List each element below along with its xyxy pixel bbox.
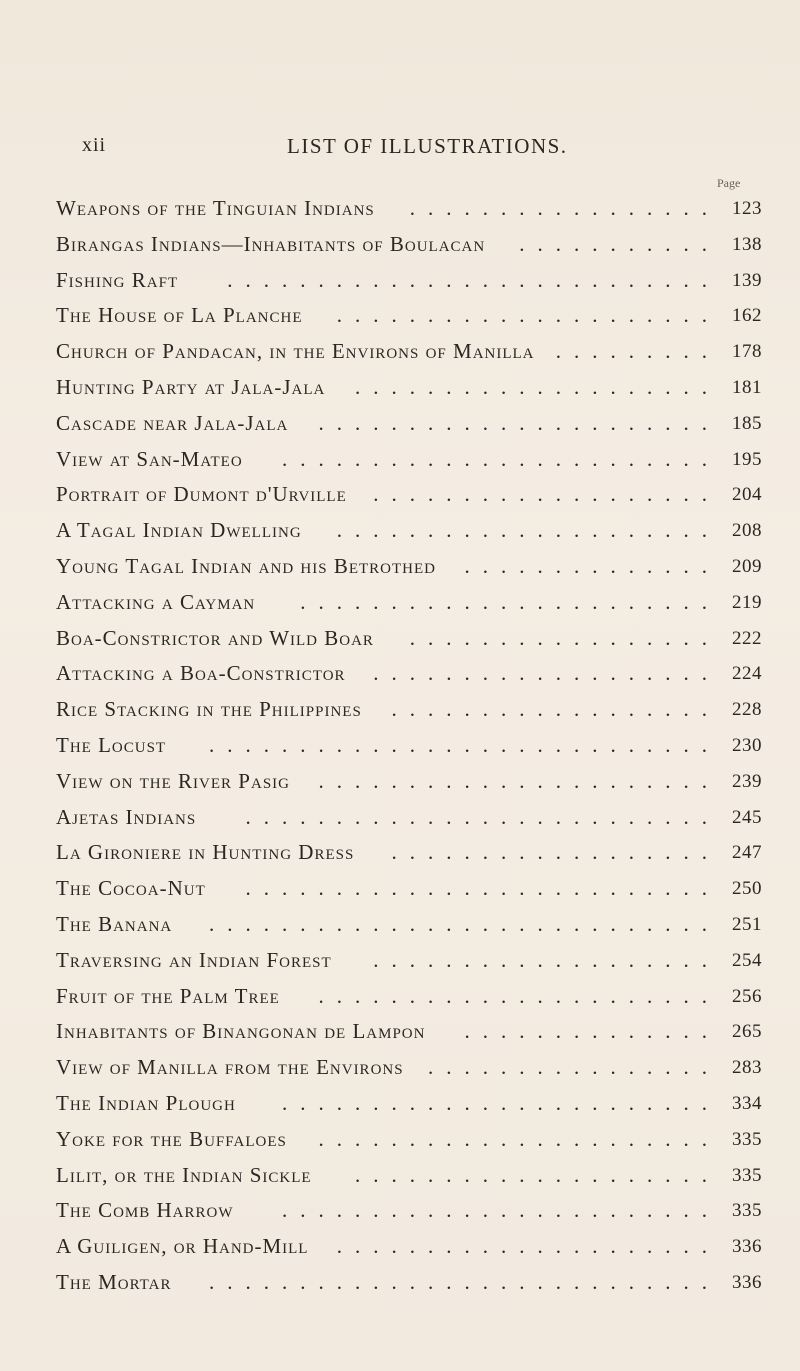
illustration-title: Weapons of the Tinguian Indians: [56, 196, 375, 220]
page-number-ref: 247: [732, 842, 762, 864]
page-number-ref: 334: [732, 1092, 762, 1114]
page-number-ref: 250: [732, 878, 762, 900]
illustration-title: The Locust: [56, 732, 167, 757]
page-number-ref: 336: [732, 1236, 762, 1258]
page-number: xii: [82, 134, 107, 156]
page-number-ref: 204: [732, 484, 762, 506]
illustration-title: A Tagal Indian Dwelling: [56, 518, 302, 543]
page-number-ref: 335: [732, 1200, 762, 1222]
dot-leader: .........: [555, 339, 720, 364]
page-number-ref: 208: [732, 520, 762, 542]
list-item: [56, 303, 776, 339]
page-number-ref: 178: [732, 341, 762, 363]
illustration-title: The House of La Planche: [56, 303, 303, 328]
page-number-ref: 254: [732, 949, 762, 971]
illustration-title: Young Tagal Indian and his Betrothed: [56, 553, 436, 578]
illustration-title: Ajetas Indians: [56, 804, 197, 829]
illustrations-list: [56, 196, 776, 1306]
dot-leader: ....................: [355, 1162, 720, 1187]
page-number-ref: 335: [732, 1128, 762, 1150]
illustration-title: Attacking a Cayman: [56, 589, 256, 614]
dot-leader: .................: [409, 196, 720, 220]
list-item: [56, 411, 776, 447]
list-item: [56, 1270, 776, 1306]
list-item: [56, 805, 776, 841]
page-number-ref: 336: [732, 1271, 762, 1293]
page-number-ref: 251: [732, 913, 762, 935]
illustration-title: Fishing Raft: [56, 267, 179, 292]
list-item: [56, 912, 776, 948]
illustration-title: Cascade near Jala-Jala: [56, 410, 289, 435]
dot-leader: ......................: [318, 983, 720, 1008]
illustration-title: Rice Stacking in the Philippines: [56, 697, 362, 722]
list-item: [56, 375, 776, 411]
dot-leader: ......................: [318, 1126, 720, 1151]
illustration-title: Hunting Party at Jala-Jala: [56, 374, 326, 399]
illustration-title: Attacking a Boa-Constrictor: [56, 661, 346, 686]
page-number-ref: 335: [732, 1164, 762, 1186]
page-number-ref: 256: [732, 985, 762, 1007]
page-number-ref: 265: [732, 1021, 762, 1043]
page-column-heading: Page: [717, 176, 741, 190]
list-item: [56, 769, 776, 805]
illustration-title: Church of Pandacan, in the Environs of Manilla: [56, 339, 535, 364]
illustration-title: The Indian Plough: [56, 1090, 236, 1115]
dot-leader: ..................: [391, 840, 720, 865]
dot-leader: ............................: [209, 732, 720, 757]
page-number-ref: 224: [732, 663, 762, 685]
illustration-title: Yoke for the Buffaloes: [56, 1126, 287, 1151]
illustration-title: Portrait of Dumont d'Urville: [56, 482, 347, 507]
page-number-ref: 162: [732, 305, 762, 327]
page-number-ref: 195: [732, 448, 762, 470]
illustration-title: Traversing an Indian Forest: [56, 947, 332, 972]
list-item: [56, 232, 776, 268]
illustration-title: View of Manilla from the Environs: [56, 1055, 404, 1080]
list-item: [56, 697, 776, 733]
list-item: [56, 733, 776, 769]
page-number-ref: 181: [732, 376, 762, 398]
dot-leader: ...........: [519, 231, 720, 256]
dot-leader: ...................: [373, 661, 720, 686]
list-item: [56, 1234, 776, 1270]
list-item: [56, 1019, 776, 1055]
page-number-ref: 283: [732, 1057, 762, 1079]
illustration-title: The Comb Harrow: [56, 1198, 234, 1223]
list-item: [56, 196, 776, 232]
dot-leader: ........................: [282, 1090, 720, 1115]
list-item: [56, 268, 776, 304]
page-header: [82, 134, 722, 164]
illustration-title: Boa-Constrictor and Wild Boar: [56, 625, 374, 650]
dot-leader: ...................: [373, 947, 720, 972]
dot-leader: .....................: [336, 518, 720, 543]
list-item: [56, 590, 776, 626]
dot-leader: ............................: [209, 1269, 720, 1294]
illustration-title: La Gironiere in Hunting Dress: [56, 840, 355, 865]
list-item: [56, 840, 776, 876]
dot-leader: .....................: [336, 1234, 720, 1259]
list-item: [56, 447, 776, 483]
list-item: [56, 1198, 776, 1234]
list-item: [56, 1163, 776, 1199]
page-number-ref: 138: [732, 233, 762, 255]
illustration-title: A Guiligen, or Hand-Mill: [56, 1234, 309, 1259]
list-item: [56, 1091, 776, 1127]
dot-leader: ...................: [373, 482, 720, 507]
running-title: LIST OF ILLUSTRATIONS.: [287, 134, 568, 158]
dot-leader: .................: [409, 625, 720, 650]
dot-leader: ..............: [464, 553, 720, 578]
page-number-ref: 222: [732, 627, 762, 649]
page-number-ref: 239: [732, 770, 762, 792]
page-number-ref: 209: [732, 555, 762, 577]
illustration-title: View at San-Mateo: [56, 446, 243, 471]
dot-leader: ..............: [464, 1019, 720, 1044]
page-number-ref: 228: [732, 699, 762, 721]
list-item: [56, 518, 776, 554]
dot-leader: ........................: [282, 1198, 720, 1223]
dot-leader: ..........................: [245, 804, 720, 829]
illustration-title: Inhabitants of Binangonan de Lampon: [56, 1019, 426, 1044]
dot-leader: ............................: [209, 911, 720, 936]
dot-leader: ..........................: [245, 876, 720, 901]
list-item: [56, 661, 776, 697]
dot-leader: ......................: [318, 768, 720, 793]
list-item: [56, 482, 776, 518]
illustration-title: Lilit, or the Indian Sickle: [56, 1162, 312, 1187]
illustration-title: The Banana: [56, 911, 173, 936]
dot-leader: .......................: [300, 589, 720, 614]
illustration-title: The Cocoa-Nut: [56, 876, 206, 901]
list-item: [56, 1127, 776, 1163]
illustration-title: The Mortar: [56, 1269, 172, 1294]
list-item: [56, 554, 776, 590]
dot-leader: ...........................: [227, 267, 720, 292]
dot-leader: ......................: [318, 410, 720, 435]
page-number-ref: 230: [732, 734, 762, 756]
page-number-ref: 139: [732, 269, 762, 291]
list-item: [56, 948, 776, 984]
dot-leader: .....................: [336, 303, 720, 328]
dot-leader: ....................: [355, 374, 720, 399]
list-item: [56, 626, 776, 662]
page-number-ref: 185: [732, 412, 762, 434]
dot-leader: ........................: [282, 446, 720, 471]
illustration-title: Fruit of the Palm Tree: [56, 983, 280, 1008]
dot-leader: ..................: [391, 697, 720, 722]
list-item: [56, 984, 776, 1020]
page-number-ref: 123: [732, 198, 762, 219]
list-item: [56, 339, 776, 375]
illustration-title: Birangas Indians—Inhabitants of Boulacan: [56, 231, 486, 256]
page-number-ref: 245: [732, 806, 762, 828]
list-item: [56, 876, 776, 912]
page-number-ref: 219: [732, 591, 762, 613]
dot-leader: ................: [428, 1055, 720, 1080]
list-item: [56, 1055, 776, 1091]
illustration-title: View on the River Pasig: [56, 768, 290, 793]
